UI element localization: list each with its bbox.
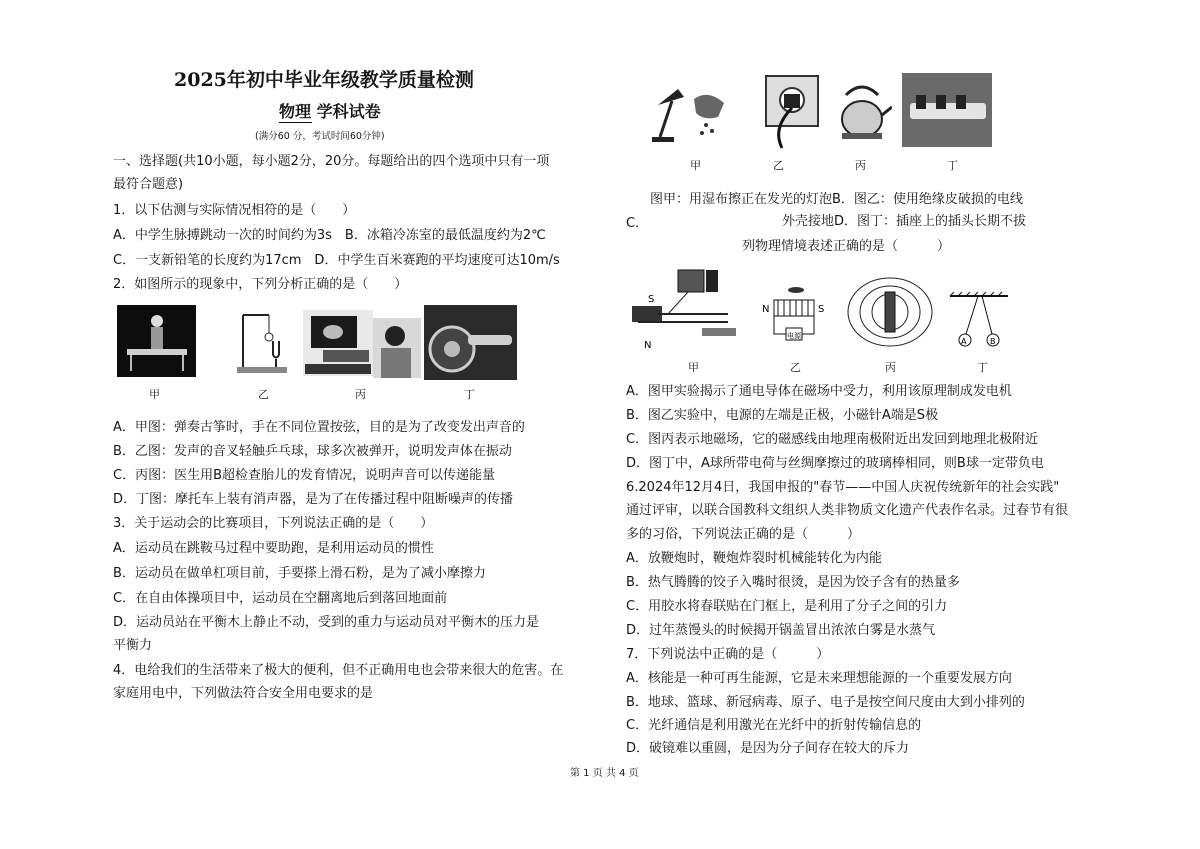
- q5-caption-ding: 丁: [977, 361, 988, 374]
- q5-option-d: D．图丁中，A球所带电荷与丝绸摩擦过的玻璃棒相同，则B球一定带负电: [626, 456, 1044, 471]
- q3-option-d: D．运动员站在平衡木上静止不动，受到的重力与运动员对平衡木的压力是: [113, 615, 540, 630]
- q1-options-ab: A．中学生脉搏跳动一次的时间约为3s B．冰箱冷冻室的最低温度约为2℃: [113, 228, 546, 243]
- q5-caption-bing: 丙: [885, 361, 896, 374]
- q7-option-c: C．光纤通信是利用激光在光纤中的折射传输信息的: [626, 718, 922, 733]
- q4-figure-socket: [762, 72, 822, 150]
- q5-label-power: 电源: [787, 332, 801, 340]
- exam-title: 2025年初中毕业年级教学质量检测: [174, 69, 474, 91]
- q3-option-b: B．运动员在做单杠项目前，手要搽上滑石粉，是为了减小摩擦力: [113, 566, 486, 581]
- q3-option-c: C．在自由体操项目中，运动员在空翻离地后到落回地面前: [113, 591, 448, 606]
- page-number: 第 1 页 共 4 页: [570, 768, 639, 779]
- q4-options-ab: 图甲：用湿布擦正在发光的灯泡B．图乙：使用绝缘皮破损的电线: [650, 192, 1023, 207]
- q2-figure-ultrasound: [303, 310, 373, 376]
- section-heading: 一、选择题(共10小题，每小题2分，20分。每题给出的四个选项中只有一项: [113, 154, 550, 169]
- q5-caption-yi: 乙: [790, 361, 801, 374]
- q4-caption-bing: 丙: [855, 159, 866, 172]
- q6-option-c: C．用胶水将春联贴在门框上，是利用了分子之间的引力: [626, 599, 948, 614]
- q5-label-ball-b: B: [990, 337, 996, 346]
- q6-stem-cont2: 多的习俗，下列说法正确的是（ ）: [626, 527, 861, 542]
- section-heading-cont: 最符合题意): [113, 177, 184, 192]
- q4-figure-power-strip: [902, 73, 992, 147]
- q2-figure-motorcycle: [424, 305, 517, 380]
- exam-note: (满分60 分，考试时间60分钟): [255, 131, 385, 142]
- q5-figure-motor-experiment: [628, 262, 740, 352]
- q2-option-c: C．丙图：医生用B超检查胎儿的发育情况，说明声音可以传递能量: [113, 468, 495, 483]
- q2-caption-yi: 乙: [258, 388, 269, 401]
- q5-figure-charged-balls: [948, 290, 1010, 352]
- q2-option-a: A．甲图：弹奏古筝时，手在不同位置按弦，目的是为了改变发出声音的: [113, 420, 525, 435]
- q6-stem-cont: 通过评审，以联合国教科文组织人类非物质文化遗产代表作名录。过春节有很: [626, 503, 1069, 518]
- q5-stem: 列物理情境表述正确的是（ ）: [742, 239, 951, 254]
- q2-option-d: D．丁图：摩托车上装有消声器，是为了在传播过程中阻断噪声的传播: [113, 492, 514, 507]
- q5-option-b: B．图乙实验中，电源的左端是正极，小磁针A端是S极: [626, 408, 939, 423]
- q2-option-b: B．乙图：发声的音叉轻触乒乓球，球多次被弹开，说明发声体在振动: [113, 444, 512, 459]
- q4-stem-cont: 家庭用电中，下列做法符合安全用电要求的是: [113, 686, 374, 701]
- q5-option-c: C．图丙表示地磁场，它的磁感线由地理南极附近出发回到地理北极附近: [626, 432, 1039, 447]
- q2-caption-jia: 甲: [149, 388, 160, 401]
- q4-figure-kettle: [832, 75, 892, 145]
- q5-label-ball-a: A: [961, 337, 967, 346]
- q2-figure-doctor: [373, 318, 421, 378]
- q7-option-a: A．核能是一种可再生能源，它是未来理想能源的一个重要发展方向: [626, 671, 1012, 686]
- q5-figure-solenoid: [760, 282, 830, 352]
- q1-options-cd: C．一支新铅笔的长度约为17cm D．中学生百米赛跑的平均速度可达10m/s: [113, 253, 560, 268]
- q4-option-c-label: C．: [626, 216, 649, 231]
- q4-caption-jia: 甲: [690, 159, 701, 172]
- q4-caption-ding: 丁: [947, 159, 958, 172]
- q1-stem: 1．以下估测与实际情况相符的是（ ）: [113, 203, 356, 218]
- q5-label-n2: N: [762, 304, 770, 315]
- q5-label-n1: N: [644, 340, 652, 351]
- q4-caption-yi: 乙: [773, 159, 784, 172]
- q5-caption-jia: 甲: [688, 361, 699, 374]
- q3-option-d-cont: 平衡力: [113, 638, 153, 653]
- q2-stem: 2．如图所示的现象中，下列分析正确的是（ ）: [113, 277, 408, 292]
- q4-stem: 4．电给我们的生活带来了极大的便利，但不正确用电也会带来很大的危害。在: [113, 663, 564, 678]
- subject-underline: [279, 122, 312, 123]
- q5-label-s2: S: [818, 304, 825, 315]
- q7-option-b: B．地球、篮球、新冠病毒、原子、电子是按空间尺度由大到小排列的: [626, 695, 1025, 710]
- q6-option-d: D．过年蒸馒头的时候揭开锅盖冒出浓浓白雾是水蒸气: [626, 623, 936, 638]
- q2-caption-bing: 丙: [355, 388, 366, 401]
- q2-caption-ding: 丁: [464, 388, 475, 401]
- q2-figure-tuning-fork: [233, 307, 293, 377]
- q6-stem: 6.2024年12月4日，我国申报的"春节——中国人庆祝传统新年的社会实践": [626, 480, 1060, 495]
- q7-option-d: D．破镜难以重圆，是因为分子间存在较大的斥力: [626, 741, 910, 756]
- q3-stem: 3．关于运动会的比赛项目，下列说法正确的是（ ）: [113, 516, 434, 531]
- exam-subtitle: 物理 学科试卷: [279, 102, 381, 121]
- q7-stem: 7．下列说法中正确的是（ ）: [626, 647, 830, 662]
- q2-figure-guzheng: [117, 305, 196, 377]
- q3-option-a: A．运动员在跳鞍马过程中要助跑，是利用运动员的惯性: [113, 541, 434, 556]
- q6-option-b: B．热气腾腾的饺子入嘴时很烫，是因为饺子含有的热量多: [626, 575, 960, 590]
- q4-options-cd: 外壳接地D．图丁：插座上的插头长期不拔: [782, 214, 1027, 229]
- q5-option-a: A．图甲实验揭示了通电导体在磁场中受力，利用该原理制成发电机: [626, 384, 1012, 399]
- q5-figure-magnetic-field: [845, 270, 935, 352]
- q6-option-a: A．放鞭炮时，鞭炮炸裂时机械能转化为内能: [626, 551, 882, 566]
- q5-label-s1: S: [648, 294, 655, 305]
- q4-figure-lamp: [650, 75, 735, 145]
